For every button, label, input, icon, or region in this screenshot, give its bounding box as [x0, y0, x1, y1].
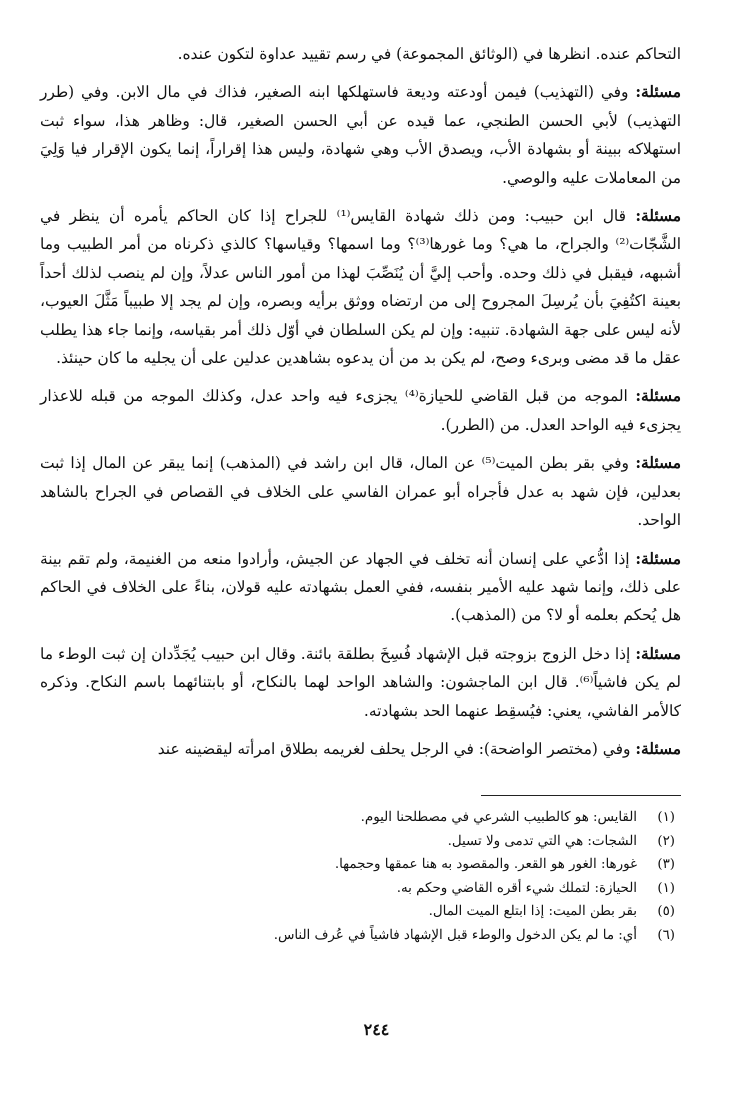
- page-number: ٢٤٤: [363, 1020, 390, 1039]
- paragraph-3: [40, 382, 681, 439]
- footnote-divider: [481, 795, 681, 796]
- footnote-number: (٢): [657, 833, 675, 849]
- paragraph-keyword: مسئلة:: [635, 207, 681, 226]
- footnote-text: بقر بطن الميت: إذا ابتلع الميت المال.: [428, 904, 637, 920]
- paragraph-text: وفي (مختصر الواضحة): في الرجل يحلف لغريمه بطلاق امرأته ليقضينه عند: [157, 739, 631, 758]
- paragraph-keyword: مسئلة:: [635, 739, 681, 758]
- paragraph-text: إذا دخل الزوج بزوجته قبل الإشهاد فُسِخَ بطلقة بائنة. وقال ابن حبيب يُجَدِّدان إن ثبت الوطء ما لم يكن فاشياً⁽⁶⁾. قال ابن الماجشون: والشاهد الواحد لهما بالنكاح، أو بابتنائهما باسم النكاح. وذكره كالأمر الفاشي، يعني: فيُسقِط عنهما الحد بشهادته.: [40, 644, 681, 720]
- paragraph-text: إذا ادُّعي على إنسان أنه تخلف في الجهاد عن الجيش، وأرادوا منعه من الغنيمة، ولم تقم بينة على ذلك، وإنما شهد عليه الأمير بنفسه، ففي العمل بشهادته عليه قولان، بناءً على الخلاف في الحاكم هل يُحكم بعلمه أو لا؟ من (المذهب).: [40, 549, 681, 625]
- footnote-number: (٣): [657, 857, 675, 873]
- footnote: [40, 853, 675, 877]
- paragraph-text: وفي (التهذيب) فيمن أودعته وديعة فاستهلكها ابنه الصغير، فذاك في مال الابن. وفي (طرر التهذيب) لأبي الحسن الطنجي، عما قيده عن أبي الحسن الصغير، قال: وظاهر هذا، سواء ثبت استهلاكه ببينة أو بشهادة الأب، ويصدق الأب وهي شهادة، وليس هذا إقراراً، إنما يكون الإقرار فيا وَلِيَ من المعاملات عليه والوصي.: [40, 83, 681, 187]
- paragraph-keyword: مسئلة:: [635, 549, 681, 568]
- paragraph-keyword: مسئلة:: [635, 644, 681, 663]
- footnote: [40, 877, 675, 901]
- footnote: [40, 900, 675, 924]
- paragraph-keyword: مسئلة:: [635, 454, 681, 473]
- paragraph-7: [40, 735, 681, 763]
- footnote: [40, 806, 675, 830]
- footnote-text: أي: ما لم يكن الدخول والوطء قبل الإشهاد فاشياً في عُرف الناس.: [273, 927, 637, 943]
- footnote-number: (١): [657, 880, 675, 896]
- footnote-text: الحيازة: لتملك شيء أقره القاضي وحكم به.: [396, 880, 637, 896]
- main-text: [40, 40, 681, 763]
- paragraph-4: [40, 449, 681, 534]
- footnote-text: القايس: هو كالطبيب الشرعي في مصطلحنا اليوم.: [360, 810, 637, 826]
- footnote-text: الشجات: هي التي تدمى ولا تسيل.: [447, 833, 637, 849]
- footnote: [40, 924, 675, 948]
- footnote-number: (٥): [657, 904, 675, 920]
- paragraph-6: [40, 640, 681, 725]
- paragraph-1: [40, 78, 681, 192]
- footnote: [40, 830, 675, 854]
- opening-line: التحاكم عنده. انظرها في (الوثائق المجموعة) في رسم تقييد عداوة لتكون عنده.: [177, 45, 681, 63]
- paragraph-2: [40, 202, 681, 372]
- footnote-text: غورها: الغور هو القعر. والمقصود به هنا عمقها وحجمها.: [334, 857, 637, 873]
- paragraph-text: قال ابن حبيب: ومن ذلك شهادة القايس⁽¹⁾ للجراح إذا كان الحاكم يأمره أن ينظر في الشَّجّات⁽²⁾ والجراح، ما هي؟ وما غورها⁽³⁾؟ وما اسمها؟ وقياسها؟ كالذي ذكرناه من أمر الطبيب وما أشبهه، فيقبل في ذلك وحده. وأحب إليَّ أن يُنَصِّبَ لهذا من أمور الناس عدلاً، وإن لم ينصب لذلك أحداً بعينة اكتُفِيَ بأن يُرسِلَ المجروح إلى من ارتضاه ووثق برأيه وبصره، وإن لم يجد إلا طبيباً مَثَّلَ العيوب، لأنه ليس على جهة الشهادة. تنبيه: وإن لم يكن السلطان في أوّل ذلك أمر بقياسه، وإنما جاء هذا يطلب عقل ما قد مضى وبرىء وصح، لم يكن بد من أن يدعوه بشاهدين عدلين على أن يجليه ما كان حينئذ.: [40, 207, 681, 368]
- footnote-number: (٦): [657, 927, 675, 943]
- paragraph-keyword: مسئلة:: [635, 387, 681, 406]
- paragraph-5: [40, 545, 681, 630]
- paragraph-keyword: مسئلة:: [635, 83, 681, 102]
- footnotes: [40, 806, 681, 947]
- footnote-number: (١): [657, 810, 675, 826]
- paragraph-text: الموجه من قبل القاضي للحيازة⁽⁴⁾ يجزىء فيه واحد عدل، وكذلك الموجه من قبله للاعذار يجزىء فيه الواحد العدل. من (الطرر).: [40, 387, 681, 434]
- paragraph-text: وفي بقر بطن الميت⁽⁵⁾ عن المال، قال ابن راشد في (المذهب) إنما يبقر عن المال إذا ثبت بعدلين، فإن شهد به عدل فأجراه أبو عمران الفاسي على الخلاف في القصاص في الجراح بالشاهد الواحد.: [40, 454, 681, 530]
